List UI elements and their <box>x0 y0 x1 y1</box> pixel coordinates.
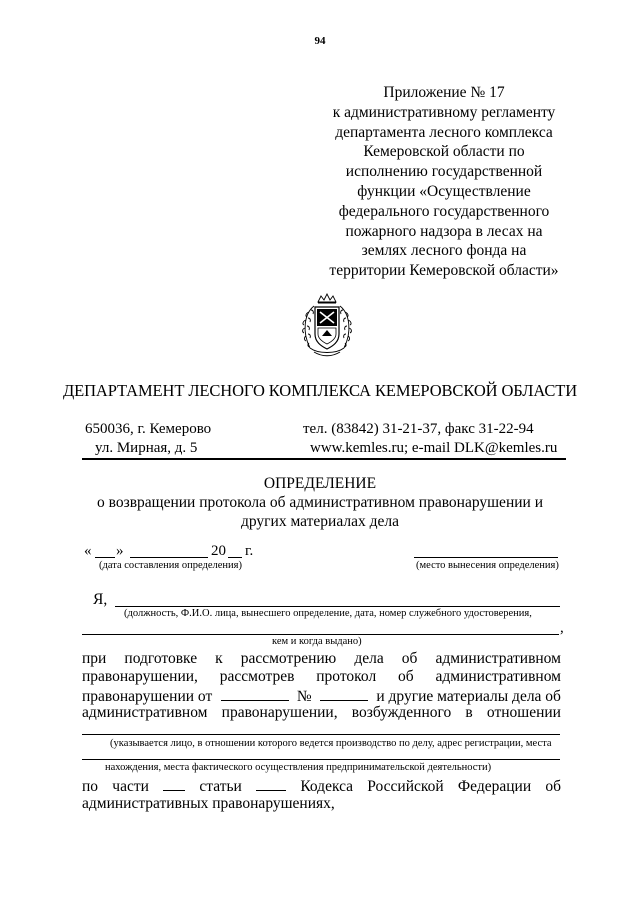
date-month-blank <box>130 544 208 558</box>
issued-caption: кем и когда выдано) <box>272 636 362 647</box>
address-phone: тел. (83842) 31-21-37, факс 31-22-94 <box>303 421 534 437</box>
appendix-line: Приложение № 17 <box>383 84 505 101</box>
word: об <box>401 650 418 667</box>
word: части <box>112 778 149 795</box>
word: правонарушении, <box>221 704 338 721</box>
word: правонарушении от <box>82 688 213 705</box>
word: административном <box>435 668 561 685</box>
date-caption: (дата составления определения) <box>99 560 242 571</box>
comma: , <box>560 620 564 636</box>
word: отношении <box>486 704 561 721</box>
word: по <box>82 778 99 795</box>
word: № <box>296 688 312 705</box>
person-caption-2: нахождения, места фактического осуществления предпринимательской деятельности) <box>105 762 492 773</box>
word: при <box>82 650 107 667</box>
word: возбужденного <box>351 704 452 721</box>
word: рассмотрению <box>240 650 337 667</box>
body-row-4 <box>82 704 561 724</box>
date-year-blank <box>228 544 242 558</box>
appendix-line: федерального государственного <box>338 202 550 220</box>
appendix-line: пожарного надзора в лесах на <box>345 222 543 240</box>
place-caption: (место вынесения определения) <box>416 560 559 571</box>
word: Федерации <box>457 778 532 795</box>
coat-of-arms-emblem <box>296 292 358 364</box>
appendix-line: департамента лесного комплекса <box>335 123 553 141</box>
official-line-2 <box>82 622 559 635</box>
part-blank <box>163 776 185 791</box>
official-caption: (должность, Ф.И.О. лица, вынесшего определение, дата, номер служебного удостоверения, <box>124 608 532 619</box>
word: Кодекса <box>300 778 354 795</box>
date-quote-open: « <box>84 543 92 559</box>
department-name: ДЕПАРТАМЕНТ ЛЕСНОГО КОМПЛЕКСА КЕМЕРОВСКОЙ ОБЛАСТИ <box>62 381 578 400</box>
body-row-2 <box>82 668 561 688</box>
appendix-line: к административному регламенту <box>332 103 556 121</box>
document-title: ОПРЕДЕЛЕНИЕ <box>263 475 377 492</box>
word: в <box>465 704 473 721</box>
article-blank <box>256 776 286 791</box>
date-year-suffix: г. <box>245 543 254 559</box>
word: об <box>398 668 414 685</box>
body-row-1 <box>82 650 561 670</box>
person-caption: (указывается лицо, в отношении которого ведется производство по делу, адрес регистрации, места <box>110 738 552 749</box>
word: протокол <box>316 668 377 685</box>
word: административном <box>435 650 561 667</box>
date-quote-close: » <box>116 543 124 559</box>
word: и другие материалы дела об <box>376 688 561 705</box>
word: Российской <box>367 778 444 795</box>
word: рассмотрев <box>219 668 295 685</box>
word: дела <box>354 650 384 667</box>
date-day-blank <box>95 544 115 558</box>
word: статьи <box>199 778 242 795</box>
person-line <box>82 722 560 735</box>
word: об <box>545 778 561 795</box>
appendix-line: территории Кемеровской области» <box>329 262 559 280</box>
ya-label: Я, <box>93 591 108 608</box>
person-line-2 <box>82 753 560 760</box>
word: административном <box>82 704 208 721</box>
word: к <box>215 650 223 667</box>
appendix-line: Кемеровской области по <box>363 143 525 161</box>
appendix-line: землях лесного фонда на <box>361 242 527 260</box>
official-line <box>115 592 560 607</box>
header-divider <box>82 458 566 460</box>
address-web-email: www.kemles.ru; e-mail DLK@kemles.ru <box>310 440 558 456</box>
body-row-5 <box>82 776 561 796</box>
word: правонарушении, <box>82 668 198 685</box>
word: подготовке <box>124 650 198 667</box>
page-number: 94 <box>314 35 326 47</box>
appendix-line: функции «Осуществление <box>357 182 531 200</box>
address-street: ул. Мирная, д. 5 <box>95 440 198 456</box>
address-city: 650036, г. Кемерово <box>85 421 212 437</box>
document-subtitle: о возвращении протокола об административном правонарушении и <box>96 494 543 511</box>
place-blank <box>414 543 558 558</box>
protocol-number-blank <box>320 686 368 701</box>
appendix-line: исполнению государственной <box>345 163 543 181</box>
body-row-3 <box>82 686 561 706</box>
date-year-prefix: 20 <box>211 543 226 559</box>
appendix-block <box>326 83 562 281</box>
protocol-date-blank <box>221 686 289 701</box>
body-row-6: административных правонарушениях, <box>82 795 335 812</box>
document-subtitle-2: других материалах дела <box>241 513 399 530</box>
